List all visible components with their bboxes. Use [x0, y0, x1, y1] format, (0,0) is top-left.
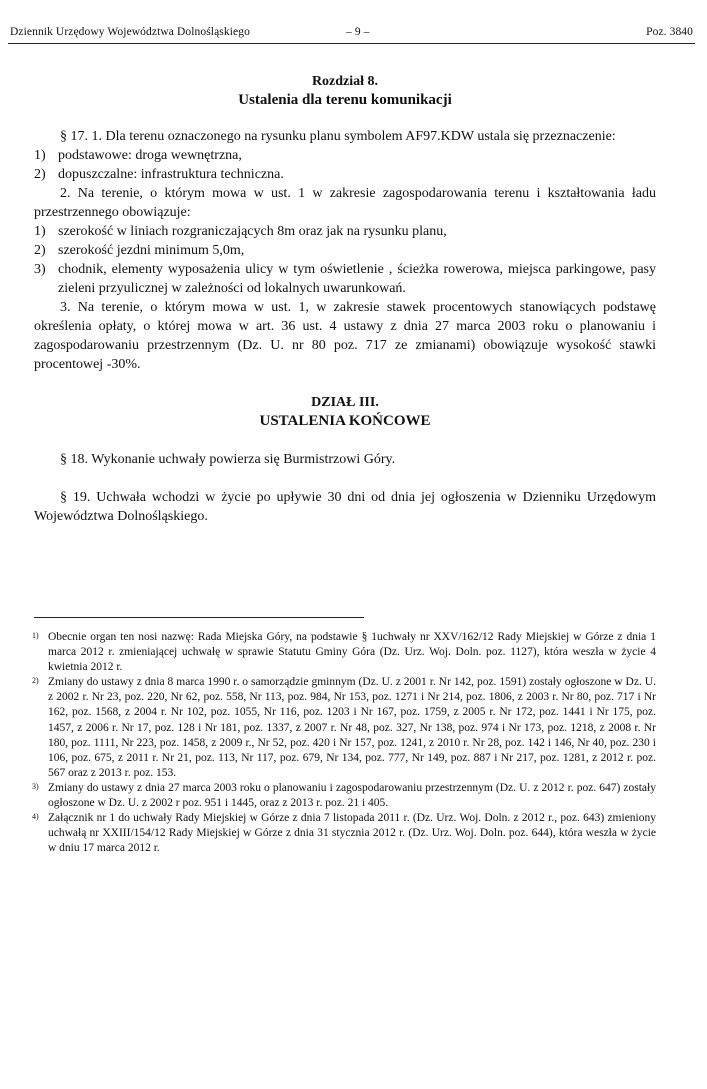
footnote-marker: 3) — [32, 781, 39, 791]
paragraph-19: § 19. Uchwała wchodzi w życie po upływie 30 dni od dnia jej ogłoszenia w Dzienniku Urzędowym Województwa Dolnośląskiego. — [34, 490, 656, 524]
footnote-text: Załącznik nr 1 do uchwały Rady Miejskiej w Górze z dnia 7 listopada 2011 r. (Dz. Urz. Woj. Doln. z 2012 r., poz. 643) zmieniony uchwałą nr XXIII/154/12 Rady Miejskiej w Górze z dnia 31 stycznia 2012 r. (Dz. Urz. Woj. Doln. poz. 644), która weszła w życie w dniu 17 marca 2012 r. — [48, 812, 656, 855]
footnote-text: Obecnie organ ten nosi nazwę: Rada Miejska Góry, na podstawie § 1uchwały nr XXV/162/12 Rady Miejskiej w Górze z dnia 1 marca 2012 r. zmieniającej uchwałę w sprawie Statutu Gminy Góra (Dz. Urz. Woj. Doln. poz. 1127), która weszła w życie 4 kwietnia 2012 r. — [48, 631, 656, 674]
chapter-heading — [34, 72, 656, 110]
chapter-title: Rozdział 8. — [311, 74, 379, 89]
footnote — [32, 811, 656, 856]
footnote — [32, 675, 656, 781]
list-item-text: podstawowe: droga wewnętrzna, — [58, 148, 242, 163]
position-number: Poz. 3840 — [646, 26, 693, 38]
list-item-number: 1) — [34, 224, 46, 239]
paragraph-17-2: 2. Na terenie, o którym mowa w ust. 1 w zakresie zagospodarowania terenu i kształtowania ładu przestrzennego obowiązuje: — [34, 186, 656, 220]
footnote-marker: 2) — [32, 676, 39, 686]
list-item — [34, 241, 656, 260]
footnote-text: Zmiany do ustawy z dnia 27 marca 2003 roku o planowaniu i zagospodarowaniu przestrzennym (Dz. U. z 2012 r. poz. 647) zostały ogłoszone w Dz. U. z 2002 r poz. 951 i 1445, oraz z 2013 r. poz. 21 i 405. — [48, 781, 656, 810]
list-item-text: szerokość jezdni minimum 5,0m, — [58, 243, 245, 258]
paragraph-18: § 18. Wykonanie uchwały powierza się Burmistrzowi Góry. — [60, 452, 396, 467]
document-body — [34, 72, 656, 526]
footnotes — [32, 630, 656, 856]
journal-title: Dziennik Urzędowy Województwa Dolnośląskiego — [10, 26, 250, 38]
footnote-separator — [34, 617, 364, 618]
running-header — [10, 26, 693, 40]
division-subtitle: USTALENIA KOŃCOWE — [259, 413, 431, 429]
division-heading — [34, 393, 656, 431]
footnote-text: Zmiany do ustawy z dnia 8 marca 1990 r. o samorządzie gminnym (Dz. U. z 2001 r. Nr 142, poz. 1591) zostały ogłoszone w Dz. U. z 2002 r. Nr 23, poz. 220, Nr 62, poz. 558, Nr 113, poz. 984, Nr 153, poz. 1271 i Nr 214, poz. 1806, z 2003 r. Nr 80, poz. 717 i Nr 162, poz. 1568, z 2004 r. Nr 102, poz. 1055, Nr 116, poz. 1203 i Nr 167, poz. 1759, z 2005 r. Nr 172, poz. 1441 i Nr 175, poz. 1457, z 2006 r. Nr 17, poz. 128 i Nr 181, poz. 1337, z 2007 r. Nr 48, poz. 327, Nr 138, poz. 974 i Nr 173, poz. 1218, z 2008 r. Nr 180, poz. 1111, Nr 223, poz. 1458, z 2009 r., Nr 52, poz. 420 i Nr 157, poz. 1241, z 2010 r. Nr 28, poz. 142 i 146, Nr 40, poz. 230 i 106, poz. 675, z 2011 r. Nr 21, poz. 113, Nr 117, poz. 679, Nr 134, poz. 777, Nr 149, poz. 887 i Nr 217, poz. 1281, z 2012 r. poz. 567 oraz z 2013 r. poz. 153. — [48, 676, 656, 779]
paragraph-17-intro: § 17. 1. Dla terenu oznaczonego na rysunku planu symbolem AF97.KDW ustala się przeznaczenie: — [60, 129, 616, 144]
page-number: – 9 – — [346, 26, 370, 38]
footnote-marker: 4) — [32, 812, 39, 822]
footnote — [32, 781, 656, 811]
footnote — [32, 630, 656, 675]
list-item — [34, 260, 656, 298]
list-item — [34, 146, 656, 165]
list-item — [34, 222, 656, 241]
list-item-text: dopuszczalne: infrastruktura techniczna. — [58, 167, 284, 182]
list-item — [34, 165, 656, 184]
footnote-marker: 1) — [32, 631, 39, 640]
header-divider — [8, 43, 695, 44]
list-item-number: 2) — [34, 243, 46, 258]
list-item-number: 1) — [34, 148, 46, 163]
list-item-number: 2) — [34, 167, 46, 182]
list-item-text: chodnik, elementy wyposażenia ulicy w tym oświetlenie , ścieżka rowerowa, miejsca parkingowe, pasy zieleni przyulicznej w zależności od lokalnych uwarunkowań. — [58, 262, 656, 296]
chapter-subtitle: Ustalenia dla terenu komunikacji — [238, 92, 452, 108]
list-item-text: szerokość w liniach rozgraniczających 8m oraz jak na rysunku planu, — [58, 224, 447, 239]
paragraph-17-3: 3. Na terenie, o którym mowa w ust. 1, w zakresie stawek procentowych stanowiących podstawę określenia opłaty, o której mowa w art. 36 ust. 4 ustawy z dnia 27 marca 2003 roku o planowaniu i zagospodarowaniu przestrzennym (Dz. U. nr 80 poz. 717 ze zmianami) obowiązuje wysokość stawki procentowej -30%. — [34, 300, 656, 372]
division-title: DZIAŁ III. — [311, 395, 379, 410]
list-item-number: 3) — [34, 262, 46, 277]
